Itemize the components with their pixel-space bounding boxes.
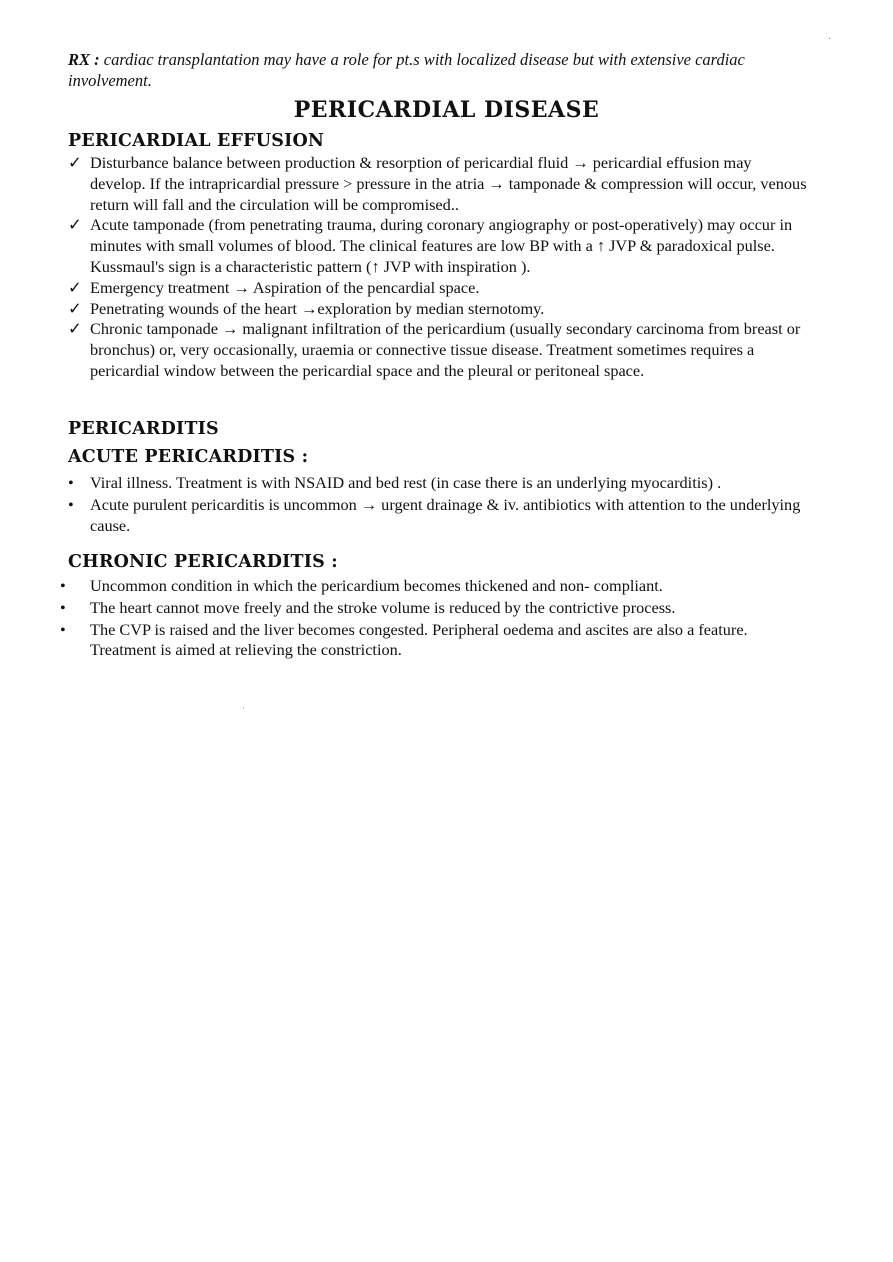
effusion-item [68, 153, 808, 215]
bullet-icon: • [68, 473, 74, 492]
rx-text: cardiac transplantation may have a role for pt.s with localized disease but with extensive cardiac involvement. [68, 50, 745, 90]
effusion-item-text: Acute tamponade (from penetrating trauma, during coronary angiography or post-operatively) may occur in minutes with small volumes of blood. The clinical features are low BP with a ↑ JVP & paradoxical pulse. Kussmaul's sign is a characteristic pattern (↑ JVP with inspiration ). [90, 215, 793, 276]
effusion-item-text: Penetrating wounds of the heart →exploration by median sternotomy. [90, 298, 545, 318]
chronic-item [58, 620, 808, 662]
chronic-item-text: The CVP is raised and the liver becomes congested. Peripheral oedema and ascites are also a feature. Treatment is aimed at relieving the constriction. [90, 619, 748, 660]
acute-item [68, 495, 808, 537]
chronic-item-text: Uncommon condition in which the pericardium becomes thickened and non- compliant. [90, 576, 663, 595]
effusion-list [68, 153, 808, 382]
effusion-item-text: Disturbance balance between production & resorption of pericardial fluid → pericardial effusion may develop. If the intrapricardial pressure > pressure in the atria → tamponade & compression will occur, venous return will fall and the circulation will be compromised.. [90, 153, 807, 214]
effusion-item [68, 319, 808, 381]
effusion-item-text: Chronic tamponade → malignant infiltration of the pericardium (usually secondary carcinoma from breast or bronchus) or, very occasionally, uraemia or connective tissue disease. Treatment sometimes requires a pericardial window between the pericardial space and the pleural or peritoneal space. [90, 319, 801, 380]
heading-pericardial-effusion: PERICARDIAL EFFUSION [68, 131, 325, 151]
heading-pericarditis: PERICARDITIS [68, 419, 219, 439]
checkmark-icon: ✓ [68, 298, 82, 318]
chronic-item-text: The heart cannot move freely and the stroke volume is reduced by the contrictive process. [90, 597, 676, 617]
checkmark-icon: ✓ [68, 215, 82, 235]
checkmark-icon: ✓ [68, 319, 82, 339]
rx-note [68, 49, 788, 91]
acute-item-text: Viral illness. Treatment is with NSAID and bed rest (in case there is an underlying myocarditis) . [90, 473, 722, 492]
chronic-item [58, 576, 808, 597]
effusion-item-text: Emergency treatment → Aspiration of the pencardial space. [90, 277, 480, 297]
acute-item-text: Acute purulent pericarditis is uncommon → urgent drainage & iv. antibiotics with attention to the underlying cause. [90, 494, 801, 535]
rx-label: RX : [68, 50, 100, 69]
chronic-pericarditis-list [58, 576, 808, 662]
bullet-icon: • [60, 619, 66, 639]
page-title: PERICARDIAL DISEASE [293, 97, 600, 123]
effusion-item [68, 299, 808, 320]
acute-item [68, 473, 808, 494]
checkmark-icon: ✓ [68, 153, 82, 172]
bullet-icon: • [60, 597, 66, 617]
scan-speck: · [828, 34, 832, 45]
effusion-item [68, 215, 808, 277]
acute-pericarditis-list [68, 473, 808, 537]
checkmark-icon: ✓ [68, 277, 82, 297]
heading-acute-pericarditis: ACUTE PERICARDITIS : [68, 447, 309, 467]
bullet-icon: • [68, 494, 74, 514]
scan-speck: ˌ [242, 698, 246, 709]
bullet-icon: • [60, 576, 66, 595]
effusion-item [68, 278, 808, 299]
chronic-item [58, 598, 808, 619]
heading-chronic-pericarditis: CHRONIC PERICARDITIS : [68, 552, 338, 572]
